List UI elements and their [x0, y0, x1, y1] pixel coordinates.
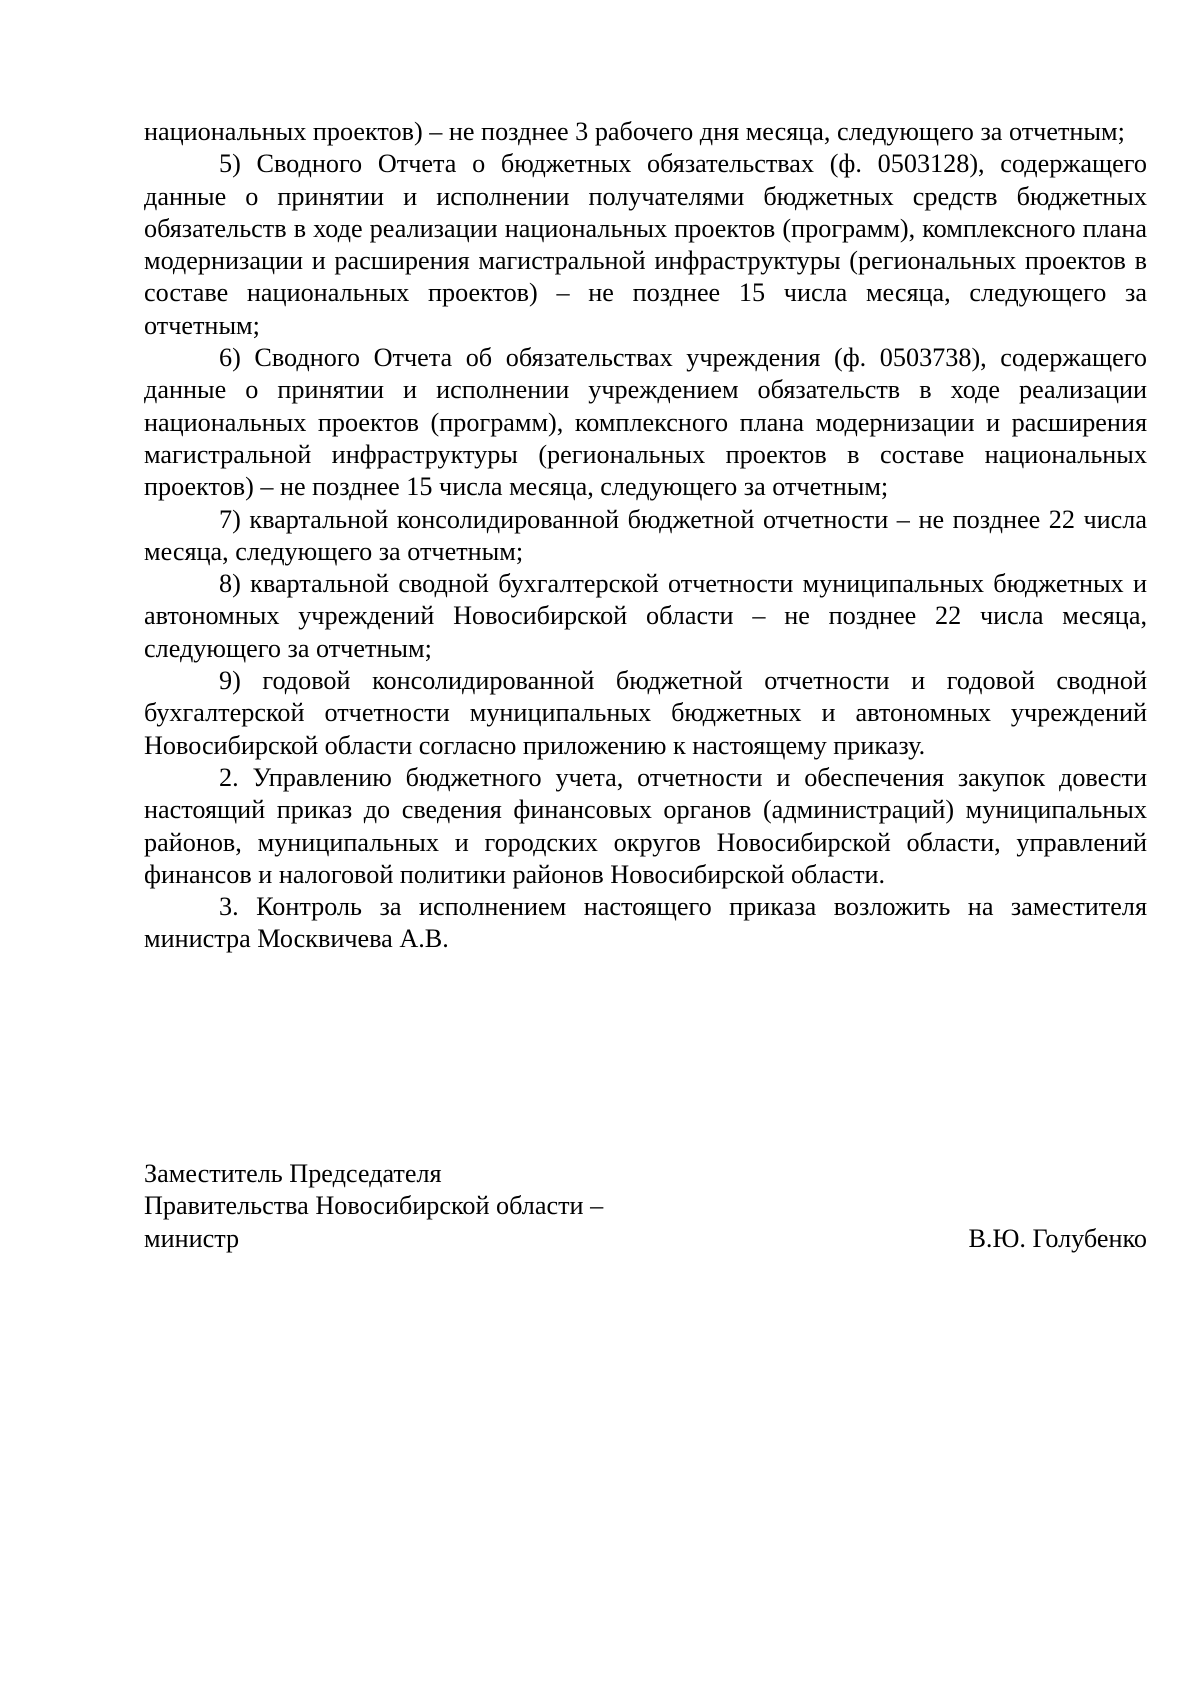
paragraph-clause-2: 2. Управлению бюджетного учета, отчетности и обеспечения закупок довести настоящий приказ до сведения финансовых органов (администраций) муниципальных районов, муниципальных и городских округов Новосибирской области, управлений финансов и налоговой политики районов Новосибирской области.: [144, 762, 1147, 889]
paragraph-item-9: 9) годовой консолидированной бюджетной отчетности и годовой сводной бухгалтерской отчетности муниципальных бюджетных и автономных учреждений Новосибирской области согласно приложению к настоящему приказу.: [144, 666, 1147, 760]
signature-position-line-3: министр: [144, 1223, 240, 1253]
signatory-name: В.Ю. Голубенко: [968, 1223, 1147, 1253]
paragraph-item-6: 6) Сводного Отчета об обязательствах учреждения (ф. 0503738), содержащего данные о принятии и исполнении учреждением обязательств в ходе реализации национальных проектов (программ), комплексного плана модернизации и расширения магистральной инфраструктуры (региональных проектов в составе национальных проектов) – не позднее 15 числа месяца, следующего за отчетным;: [144, 343, 1147, 502]
signature-position-line-2: Правительства Новосибирской области –: [144, 1191, 604, 1221]
paragraph-item-5: 5) Сводного Отчета о бюджетных обязательствах (ф. 0503128), содержащего данные о принятии и исполнении получателями бюджетных средств бюджетных обязательств в ходе реализации национальных проектов (программ), комплексного плана модернизации и расширения магистральной инфраструктуры (региональных проектов в составе национальных проектов) – не позднее 15 числа месяца, следующего за отчетным;: [144, 149, 1147, 340]
paragraph-item-8: 8) квартальной сводной бухгалтерской отчетности муниципальных бюджетных и автономных учреждений Новосибирской области – не позднее 22 числа месяца, следующего за отчетным;: [144, 569, 1147, 663]
paragraph-continuation: национальных проектов) – не позднее 3 рабочего дня месяца, следующего за отчетным;: [144, 117, 1125, 146]
document-body: [144, 116, 1147, 956]
signature-last-row: [144, 1223, 1147, 1255]
signature-position-line-1: Заместитель Председателя: [144, 1159, 442, 1188]
signature-block: [144, 1158, 1147, 1255]
paragraph-item-7: 7) квартальной консолидированной бюджетной отчетности – не позднее 22 числа месяца, следующего за отчетным;: [144, 504, 1147, 566]
paragraph-clause-3: 3. Контроль за исполнением настоящего приказа возложить на заместителя министра Москвичева А.В.: [144, 892, 1147, 954]
